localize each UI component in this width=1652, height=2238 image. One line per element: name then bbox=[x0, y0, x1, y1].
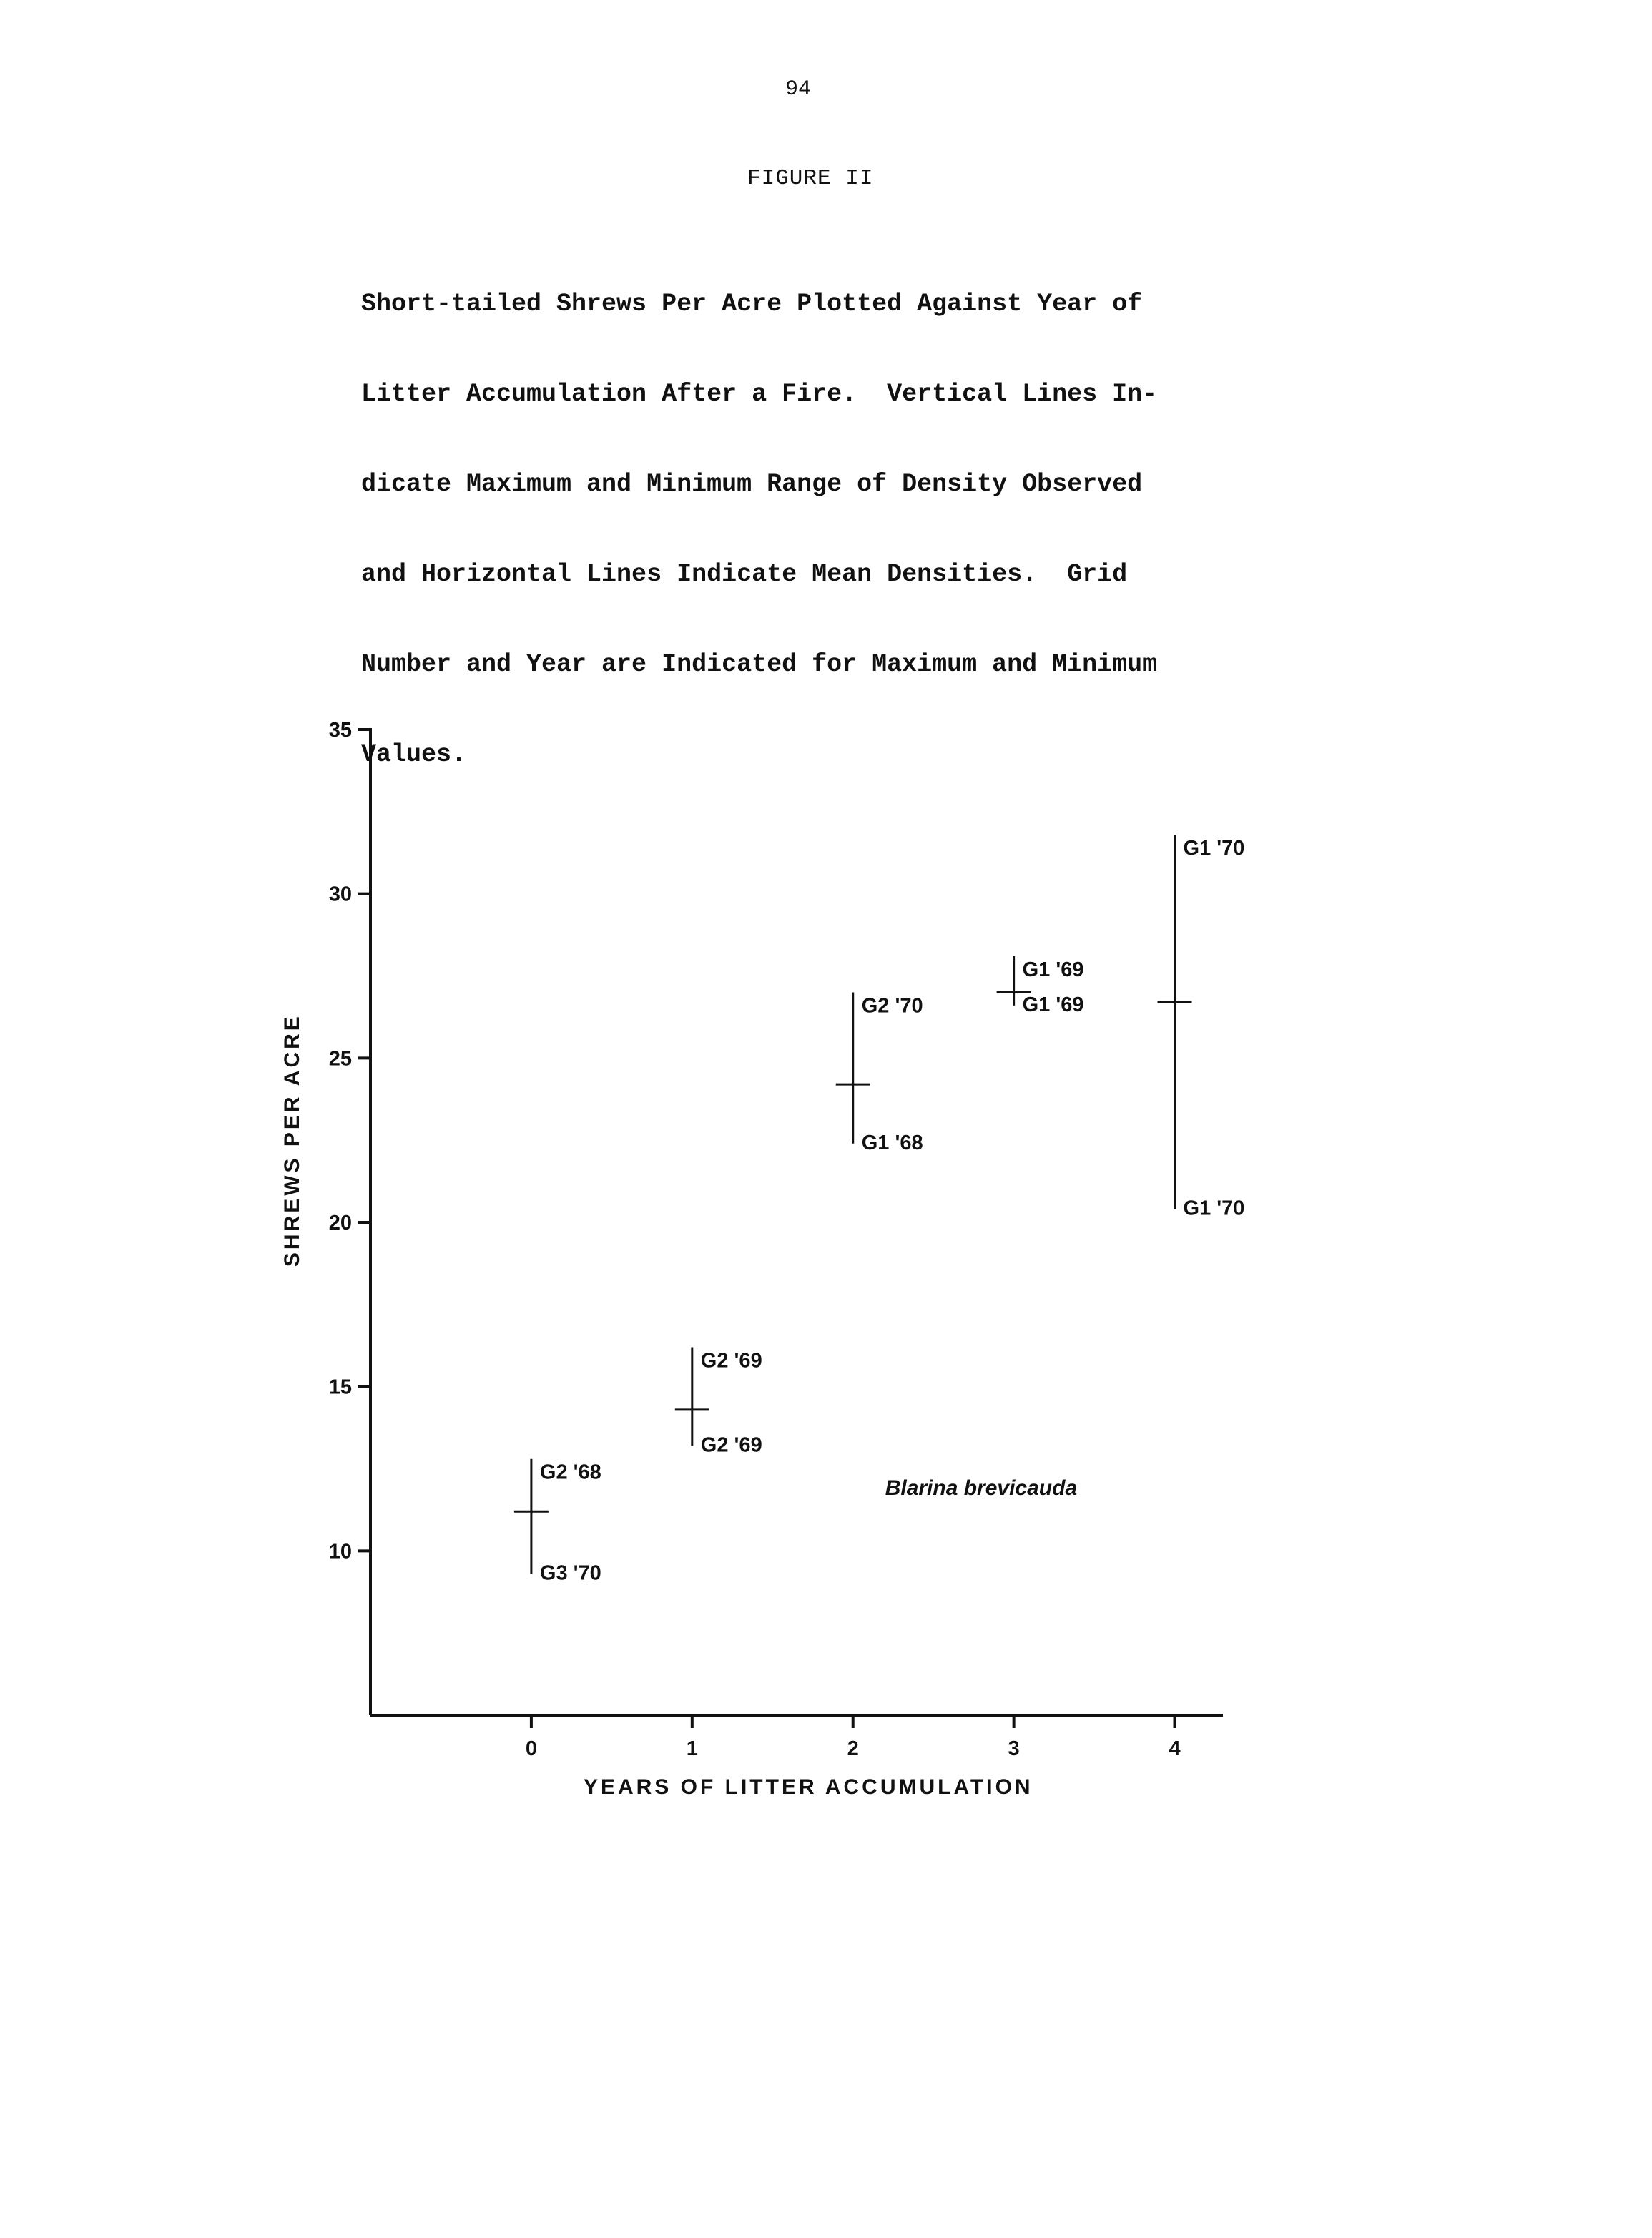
y-tick-label: 20 bbox=[328, 1212, 352, 1235]
min-label: G1 '69 bbox=[1022, 993, 1084, 1016]
y-tick-label: 15 bbox=[328, 1375, 352, 1399]
max-label: G2 '70 bbox=[861, 994, 923, 1018]
x-tick-label: 3 bbox=[1008, 1737, 1020, 1760]
caption-line: Short-tailed Shrews Per Acre Plotted Against Year of bbox=[361, 290, 1143, 318]
caption-line: and Horizontal Lines Indicate Mean Densities. Grid bbox=[361, 560, 1128, 589]
max-label: G2 '69 bbox=[700, 1349, 762, 1373]
x-tick-label: 1 bbox=[686, 1737, 698, 1760]
y-axis-title: SHREWS PER ACRE bbox=[280, 1014, 304, 1267]
caption-line: dicate Maximum and Minimum Range of Density Observed bbox=[361, 470, 1143, 499]
max-label: G2 '68 bbox=[539, 1461, 601, 1484]
min-label: G3 '70 bbox=[539, 1561, 601, 1585]
caption-line: Values. bbox=[361, 740, 467, 769]
min-label: G1 '68 bbox=[861, 1131, 923, 1154]
x-tick-label: 2 bbox=[847, 1737, 859, 1760]
caption-line: Number and Year are Indicated for Maximum and Minimum bbox=[361, 650, 1158, 679]
x-axis-title: YEARS OF LITTER ACCUMULATION bbox=[583, 1775, 1033, 1799]
chart-marks bbox=[514, 835, 1245, 1584]
chart-axes bbox=[370, 728, 1223, 1715]
min-label: G2 '69 bbox=[700, 1433, 762, 1457]
max-label: G1 '70 bbox=[1183, 836, 1245, 860]
y-tick-label: 10 bbox=[328, 1540, 352, 1564]
y-tick-label: 25 bbox=[328, 1047, 352, 1071]
x-tick-label: 4 bbox=[1169, 1737, 1181, 1760]
figure-label: FIGURE II bbox=[747, 166, 874, 191]
y-tick-label: 30 bbox=[328, 883, 352, 906]
chart-ticks bbox=[329, 719, 1181, 1760]
y-tick-label: 35 bbox=[328, 719, 352, 742]
species-label: Blarina brevicauda bbox=[885, 1476, 1078, 1501]
min-label: G1 '70 bbox=[1183, 1197, 1245, 1220]
x-tick-label: 0 bbox=[525, 1737, 537, 1760]
max-label: G1 '69 bbox=[1022, 958, 1084, 981]
caption-line: Litter Accumulation After a Fire. Vertical Lines In- bbox=[361, 380, 1158, 408]
page-number: 94 bbox=[785, 77, 812, 102]
